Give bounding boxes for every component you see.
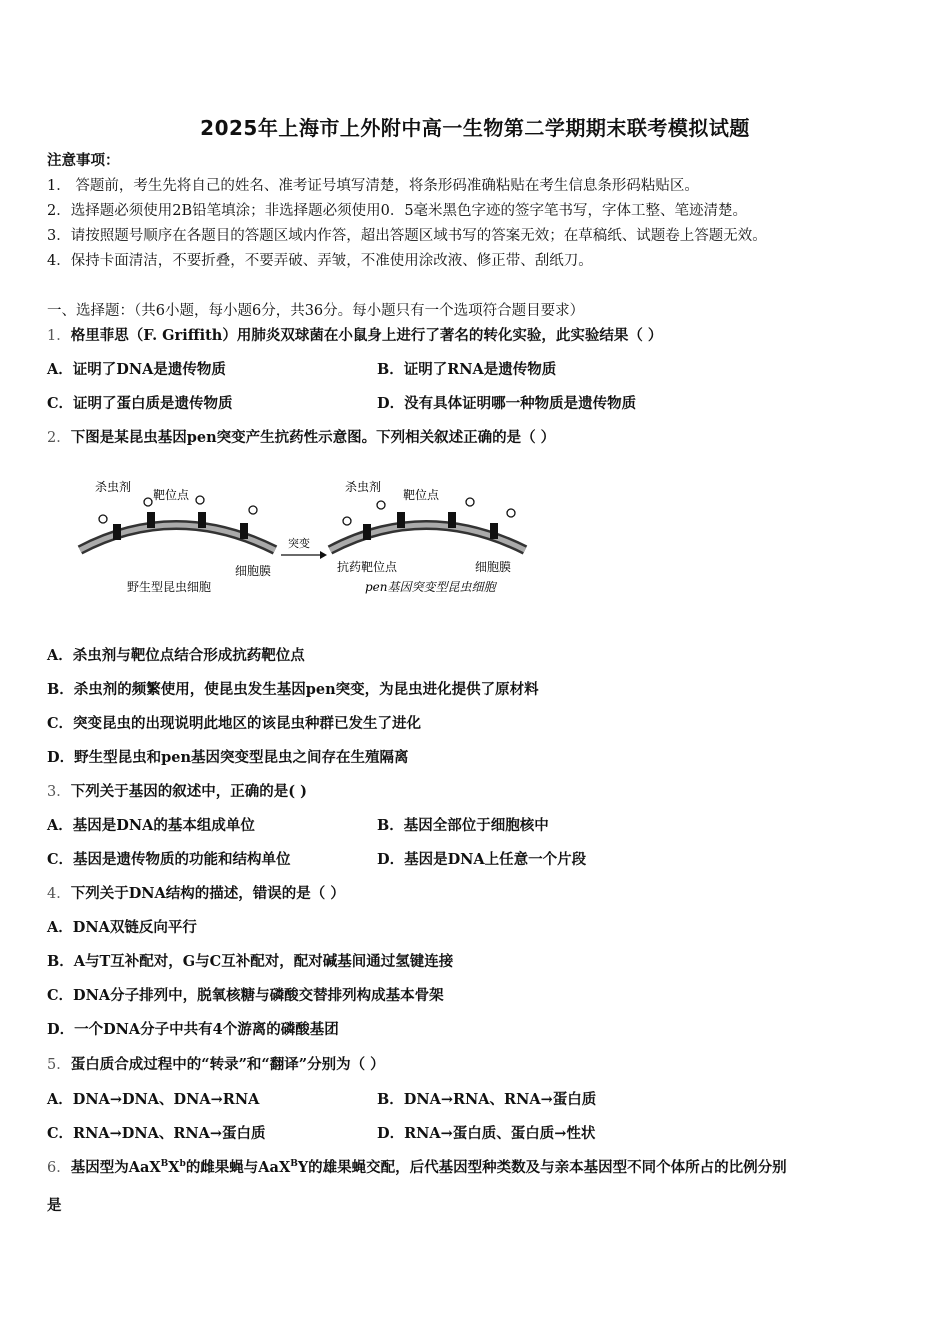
left-caption: 野生型昆虫细胞	[127, 580, 212, 594]
question-5-stem	[47, 1055, 385, 1075]
question-text: 下图是某昆虫基因pen突变产生抗药性示意图。下列相关叙述正确的是（ ）	[70, 429, 556, 446]
q5-option-d: D．RNA→蛋白质、蛋白质→性状	[377, 1125, 596, 1142]
question-text-part: Y的雄果蝇交配，后代基因型种类数及与亲本基因型不同个体所占的比例分别	[297, 1159, 787, 1176]
q1-option-b: B．证明了RNA是遗传物质	[377, 361, 557, 378]
right-target-label: 靶位点	[403, 488, 440, 502]
resistance-diagram	[75, 475, 535, 610]
left-insecticide-label: 杀虫剂	[95, 480, 132, 494]
question-number: 1．	[47, 328, 71, 344]
q5-option-a: A．DNA→DNA、DNA→RNA	[47, 1091, 260, 1108]
question-number: 5．	[47, 1057, 71, 1073]
q4-option-d: D．一个DNA分子中共有4个游离的磷酸基团	[47, 1021, 339, 1038]
q2-option-b: B．杀虫剂的频繁使用，使昆虫发生基因pen突变，为昆虫进化提供了原材料	[47, 681, 539, 698]
q1-option-a: A．证明了DNA是遗传物质	[47, 361, 226, 378]
right-caption: pen基因突变型昆虫细胞	[365, 580, 496, 594]
q3-option-d: D．基因是DNA上任意一个片段	[377, 851, 587, 868]
question-text: 格里菲思（F. Griffith）用肺炎双球菌在小鼠身上进行了著名的转化实验，此实验结果（ ）	[70, 327, 663, 344]
q4-option-a: A．DNA双链反向平行	[47, 919, 197, 936]
q3-option-c: C．基因是遗传物质的功能和结构单位	[47, 851, 291, 868]
question-number: 4．	[47, 886, 71, 902]
q5-option-b: B．DNA→RNA、RNA→蛋白质	[377, 1091, 597, 1108]
q4-option-c: C．DNA分子排列中，脱氧核糖与磷酸交替排列构成基本骨架	[47, 987, 444, 1004]
page-title: 2025年上海市上外附中高一生物第二学期期末联考模拟试题	[200, 116, 750, 140]
q2-option-d: D．野生型昆虫和pen基因突变型昆虫之间存在生殖隔离	[47, 749, 409, 766]
question-2-stem	[47, 428, 555, 448]
question-text-part: X	[168, 1159, 180, 1176]
right-insecticide-label: 杀虫剂	[345, 480, 382, 494]
superscript: b	[179, 1159, 186, 1170]
mutation-label: 突变	[288, 537, 310, 550]
notice-item-1: 1． 答题前，考生先将自己的姓名、准考证号填写清楚，将条形码准确粘贴在考生信息条形码粘贴区。	[47, 178, 699, 194]
q5-option-c: C．RNA→DNA、RNA→蛋白质	[47, 1125, 266, 1142]
right-resist-label: 抗药靶位点	[337, 560, 398, 574]
mutation-arrowhead	[320, 551, 327, 559]
question-text: 下列关于基因的叙述中，正确的是( )	[70, 783, 308, 800]
question-text-part: 的雌果蝇与AaX	[185, 1159, 291, 1176]
question-3-stem	[47, 782, 307, 802]
q3-option-a: A．基因是DNA的基本组成单位	[47, 817, 255, 834]
notice-item-2: 2．选择题必须使用2B铅笔填涂；非选择题必须使用0．5毫米黑色字迹的签字笔书写，字体工整、笔迹清楚。	[47, 203, 748, 219]
left-membrane-label: 细胞膜	[235, 564, 272, 578]
question-6-stem	[47, 1158, 787, 1178]
q3-option-b: B．基因全部位于细胞核中	[377, 817, 549, 834]
question-text: 蛋白质合成过程中的“转录”和“翻译”分别为（ ）	[70, 1056, 385, 1073]
superscript: B	[290, 1159, 298, 1170]
section-heading: 一、选择题：（共6小题，每小题6分，共36分。每小题只有一个选项符合题目要求）	[47, 303, 585, 319]
q1-option-d: D．没有具体证明哪一种物质是遗传物质	[377, 395, 637, 412]
question-text-part: 基因型为AaX	[70, 1159, 161, 1176]
notice-item-4: 4．保持卡面清洁，不要折叠，不要弄破、弄皱，不准使用涂改液、修正带、刮纸刀。	[47, 253, 593, 269]
q2-option-a: A．杀虫剂与靶位点结合形成抗药靶位点	[47, 647, 305, 664]
superscript: B	[160, 1159, 169, 1170]
notice-heading: 注意事项：	[47, 152, 120, 169]
question-1-stem	[47, 326, 662, 346]
q1-option-c: C．证明了蛋白质是遗传物质	[47, 395, 233, 412]
question-number: 3．	[47, 784, 71, 800]
question-number: 6．	[47, 1160, 71, 1176]
q4-option-b: B．A与T互补配对，G与C互补配对，配对碱基间通过氢键连接	[47, 953, 454, 970]
left-target-label: 靶位点	[153, 488, 190, 502]
notice-item-3: 3．请按照题号顺序在各题目的答题区域内作答，超出答题区域书写的答案无效；在草稿纸、试题卷上答题无效。	[47, 228, 767, 244]
question-text: 下列关于DNA结构的描述，错误的是（ ）	[70, 885, 345, 902]
right-membrane-label: 细胞膜	[475, 560, 512, 574]
question-4-stem	[47, 884, 345, 904]
q2-option-c: C．突变昆虫的出现说明此地区的该昆虫种群已发生了进化	[47, 715, 422, 732]
question-6-stem-continued: 是	[47, 1197, 62, 1214]
question-number: 2．	[47, 430, 71, 446]
